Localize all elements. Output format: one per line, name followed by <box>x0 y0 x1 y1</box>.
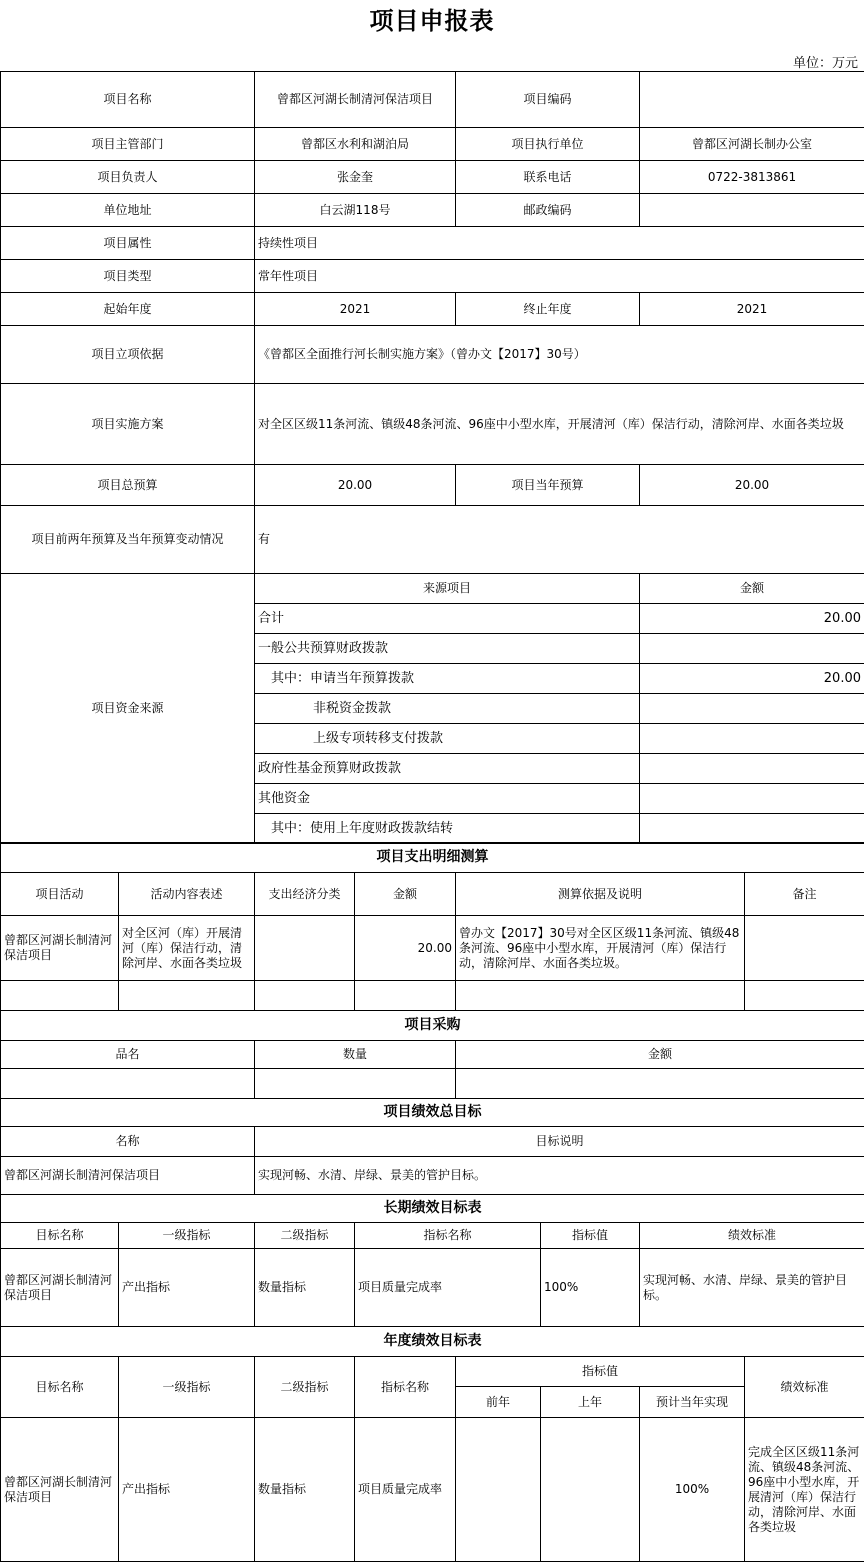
longterm-standard: 实现河畅、水清、岸绿、景美的管护目标。 <box>640 1249 864 1327</box>
unit-label: 单位：万元 <box>792 56 858 71</box>
longterm-header-l1: 一级指标 <box>119 1223 255 1249</box>
label-type: 项目类型 <box>1 260 255 293</box>
expense-empty-cell <box>355 981 456 1011</box>
annual-header-l1: 一级指标 <box>119 1357 255 1418</box>
expense-content: 对全区河（库）开展清河（库）保洁行动，清除河岸、水面各类垃圾 <box>119 916 255 981</box>
funding-row-amount: 20.00 <box>640 664 864 694</box>
page-title: 项目申报表 <box>369 7 495 35</box>
funding-header-source: 来源项目 <box>255 574 640 604</box>
purchase-empty-cell <box>255 1069 456 1099</box>
annual-header-standard: 绩效标准 <box>745 1357 864 1418</box>
section-title-expense: 项目支出明细测算 <box>1 843 864 873</box>
basic-info-table <box>0 71 864 844</box>
annual-header-value: 指标值 <box>456 1357 745 1387</box>
purchase-header-amount: 金额 <box>456 1041 864 1069</box>
funding-row-amount <box>640 754 864 784</box>
section-title-longterm: 长期绩效目标表 <box>1 1195 864 1223</box>
expense-header-activity: 项目活动 <box>1 873 119 916</box>
label-phone: 联系电话 <box>456 161 640 194</box>
value-project-code <box>640 72 864 128</box>
section-title-annual: 年度绩效目标表 <box>1 1327 864 1357</box>
expense-note <box>745 916 864 981</box>
annual-l1: 产出指标 <box>119 1418 255 1562</box>
purchase-table <box>0 1010 864 1099</box>
expense-header-note: 备注 <box>745 873 864 916</box>
funding-row-name: 一般公共预算财政拨款 <box>255 634 640 664</box>
longterm-value: 100% <box>541 1249 640 1327</box>
annual-indicator: 项目质量完成率 <box>355 1418 456 1562</box>
expense-empty-cell <box>1 981 119 1011</box>
value-project-name: 曾都区河湖长制清河保洁项目 <box>255 72 456 128</box>
value-exec-unit: 曾都区河湖长制办公室 <box>640 128 864 161</box>
annual-standard: 完成全区区级11条河流、镇级48条河流、96座中小型水库，开展清河（库）保洁行动，清除河岸、水面各类垃圾 <box>745 1418 864 1562</box>
label-address: 单位地址 <box>1 194 255 227</box>
expense-header-basis: 测算依据及说明 <box>456 873 745 916</box>
longterm-header-l2: 二级指标 <box>255 1223 355 1249</box>
longterm-header-value: 指标值 <box>541 1223 640 1249</box>
expense-activity: 曾都区河湖长制清河保洁项目 <box>1 916 119 981</box>
funding-row-amount <box>640 814 864 844</box>
label-attr: 项目属性 <box>1 227 255 260</box>
label-basis: 项目立项依据 <box>1 326 255 384</box>
value-attr: 持续性项目 <box>255 227 864 260</box>
label-total-budget: 项目总预算 <box>1 465 255 506</box>
expense-table <box>0 842 864 1011</box>
section-title-goal: 项目绩效总目标 <box>1 1099 864 1127</box>
value-dept: 曾都区水利和湖泊局 <box>255 128 456 161</box>
longterm-header-standard: 绩效标准 <box>640 1223 864 1249</box>
label-postcode: 邮政编码 <box>456 194 640 227</box>
longterm-table <box>0 1194 864 1327</box>
expense-header-amount: 金额 <box>355 873 456 916</box>
annual-header-prev: 上年 <box>541 1387 640 1418</box>
label-end-year: 终止年度 <box>456 293 640 326</box>
value-total-budget: 20.00 <box>255 465 456 506</box>
value-start-year: 2021 <box>255 293 456 326</box>
funding-row-amount <box>640 634 864 664</box>
expense-basis: 曾办文【2017】30号对全区区级11条河流、镇级48条河流、96座中小型水库，开展清河（库）保洁行动，清除河岸、水面各类垃圾。 <box>456 916 745 981</box>
funding-row-amount: 20.00 <box>640 604 864 634</box>
annual-l2: 数量指标 <box>255 1418 355 1562</box>
label-leader: 项目负责人 <box>1 161 255 194</box>
label-funding-source: 项目资金来源 <box>1 574 255 844</box>
label-exec-unit: 项目执行单位 <box>456 128 640 161</box>
purchase-header-qty: 数量 <box>255 1041 456 1069</box>
label-project-code: 项目编码 <box>456 72 640 128</box>
value-basis: 《曾都区全面推行河长制实施方案》（曾办文【2017】30号） <box>255 326 864 384</box>
purchase-empty-cell <box>456 1069 864 1099</box>
longterm-header-indicator: 指标名称 <box>355 1223 541 1249</box>
label-start-year: 起始年度 <box>1 293 255 326</box>
annual-header-prev2: 前年 <box>456 1387 541 1418</box>
goal-header-name: 名称 <box>1 1127 255 1157</box>
annual-prev <box>541 1418 640 1562</box>
annual-target: 曾都区河湖长制清河保洁项目 <box>1 1418 119 1562</box>
longterm-l1: 产出指标 <box>119 1249 255 1327</box>
annual-table <box>0 1326 864 1562</box>
label-dept: 项目主管部门 <box>1 128 255 161</box>
funding-row-amount <box>640 724 864 754</box>
purchase-header-item: 品名 <box>1 1041 255 1069</box>
funding-row-name: 非税资金拨款 <box>255 694 640 724</box>
expense-empty-cell <box>456 981 745 1011</box>
value-end-year: 2021 <box>640 293 864 326</box>
label-budget-change: 项目前两年预算及当年预算变动情况 <box>1 506 255 574</box>
funding-row-name: 合计 <box>255 604 640 634</box>
label-current-budget: 项目当年预算 <box>456 465 640 506</box>
goal-desc: 实现河畅、水清、岸绿、景美的管护目标。 <box>255 1157 864 1195</box>
longterm-header-target: 目标名称 <box>1 1223 119 1249</box>
longterm-target: 曾都区河湖长制清河保洁项目 <box>1 1249 119 1327</box>
annual-header-expect: 预计当年实现 <box>640 1387 745 1418</box>
expense-header-content: 活动内容表述 <box>119 873 255 916</box>
value-plan: 对全区区级11条河流、镇级48条河流、96座中小型水库，开展清河（库）保洁行动，清除河岸、水面各类垃圾 <box>255 384 864 465</box>
goal-header-desc: 目标说明 <box>255 1127 864 1157</box>
expense-header-econ: 支出经济分类 <box>255 873 355 916</box>
annual-expect: 100% <box>640 1418 745 1562</box>
expense-amount: 20.00 <box>355 916 456 981</box>
section-title-purchase: 项目采购 <box>1 1011 864 1041</box>
funding-row-name: 其中：使用上年度财政拨款结转 <box>255 814 640 844</box>
label-plan: 项目实施方案 <box>1 384 255 465</box>
expense-econ <box>255 916 355 981</box>
funding-row-amount <box>640 784 864 814</box>
funding-row-name: 上级专项转移支付拨款 <box>255 724 640 754</box>
annual-prev2 <box>456 1418 541 1562</box>
value-type: 常年性项目 <box>255 260 864 293</box>
value-address: 白云湖118号 <box>255 194 456 227</box>
annual-header-target: 目标名称 <box>1 1357 119 1418</box>
funding-header-amount: 金额 <box>640 574 864 604</box>
expense-empty-cell <box>119 981 255 1011</box>
purchase-empty-cell <box>1 1069 255 1099</box>
label-project-name: 项目名称 <box>1 72 255 128</box>
goal-table <box>0 1098 864 1195</box>
funding-row-name: 政府性基金预算财政拨款 <box>255 754 640 784</box>
longterm-indicator: 项目质量完成率 <box>355 1249 541 1327</box>
funding-row-name: 其他资金 <box>255 784 640 814</box>
expense-empty-cell <box>745 981 864 1011</box>
value-budget-change: 有 <box>255 506 864 574</box>
longterm-l2: 数量指标 <box>255 1249 355 1327</box>
value-current-budget: 20.00 <box>640 465 864 506</box>
funding-row-name: 其中：申请当年预算拨款 <box>255 664 640 694</box>
value-leader: 张金奎 <box>255 161 456 194</box>
annual-header-l2: 二级指标 <box>255 1357 355 1418</box>
goal-name: 曾都区河湖长制清河保洁项目 <box>1 1157 255 1195</box>
annual-header-indicator: 指标名称 <box>355 1357 456 1418</box>
value-phone: 0722-3813861 <box>640 161 864 194</box>
funding-row-amount <box>640 694 864 724</box>
value-postcode <box>640 194 864 227</box>
expense-empty-cell <box>255 981 355 1011</box>
